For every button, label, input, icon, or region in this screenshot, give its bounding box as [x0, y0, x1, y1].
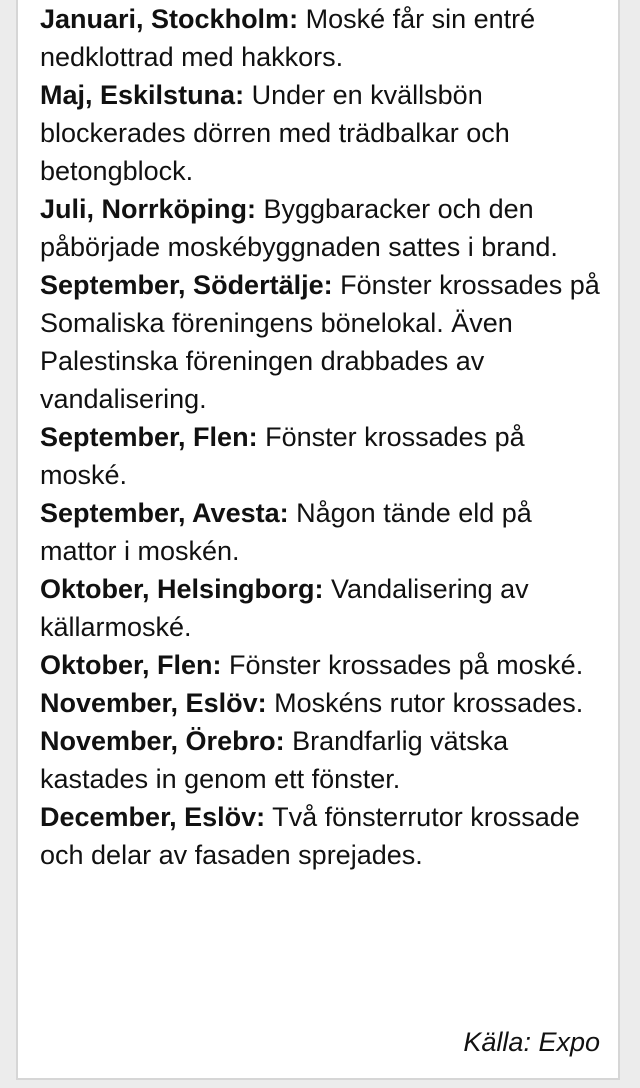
list-item	[40, 418, 612, 494]
entry-lead: Maj, Eskilstuna:	[40, 80, 245, 110]
list-item	[40, 190, 612, 266]
entry-text: Moské får sin entré nedklottrad med hakkors.	[40, 4, 536, 72]
list-item	[40, 798, 612, 874]
entry-lead: December, Eslöv:	[40, 802, 266, 832]
list-item	[40, 722, 612, 798]
incident-list	[40, 0, 612, 874]
entry-lead: September, Flen:	[40, 422, 258, 452]
list-item	[40, 494, 612, 570]
entry-lead: November, Örebro:	[40, 726, 285, 756]
entry-text: Någon tände eld på mattor i moskén.	[40, 498, 532, 566]
entry-lead: Oktober, Helsingborg:	[40, 574, 324, 604]
entry-lead: Oktober, Flen:	[40, 650, 222, 680]
list-item	[40, 76, 612, 190]
entry-lead: Juli, Norrköping:	[40, 194, 256, 224]
entry-lead: November, Eslöv:	[40, 688, 267, 718]
entry-text: Brandfarlig vätska kastades in genom ett fönster.	[40, 726, 509, 794]
source-credit: Källa: Expo	[463, 1027, 600, 1057]
entry-text: Fönster krossades på Somaliska föreningens bönelokal. Även Palestinska föreningen drabbades av vandalisering.	[40, 270, 600, 414]
entry-text: Fönster krossades på moské.	[40, 422, 525, 490]
list-item	[40, 646, 612, 684]
entry-lead: September, Avesta:	[40, 498, 289, 528]
list-item	[40, 684, 612, 722]
entry-text: Moskéns rutor krossades.	[274, 688, 584, 718]
list-item	[40, 0, 612, 76]
entry-lead: Januari, Stockholm:	[40, 4, 299, 34]
entry-text: Fönster krossades på moské.	[229, 650, 584, 680]
list-item	[40, 266, 612, 418]
entry-text: Två fönsterrutor krossade och delar av fasaden sprejades.	[40, 802, 580, 870]
entry-text: Byggbaracker och den påbörjade moskébyggnaden sattes i brand.	[40, 194, 558, 262]
list-item	[40, 570, 612, 646]
entry-text: Vandalisering av källarmoské.	[40, 574, 529, 642]
article-box	[16, 0, 620, 1080]
entry-text: Under en kvällsbön blockerades dörren med trädbalkar och betongblock.	[40, 80, 510, 186]
entry-lead: September, Södertälje:	[40, 270, 333, 300]
